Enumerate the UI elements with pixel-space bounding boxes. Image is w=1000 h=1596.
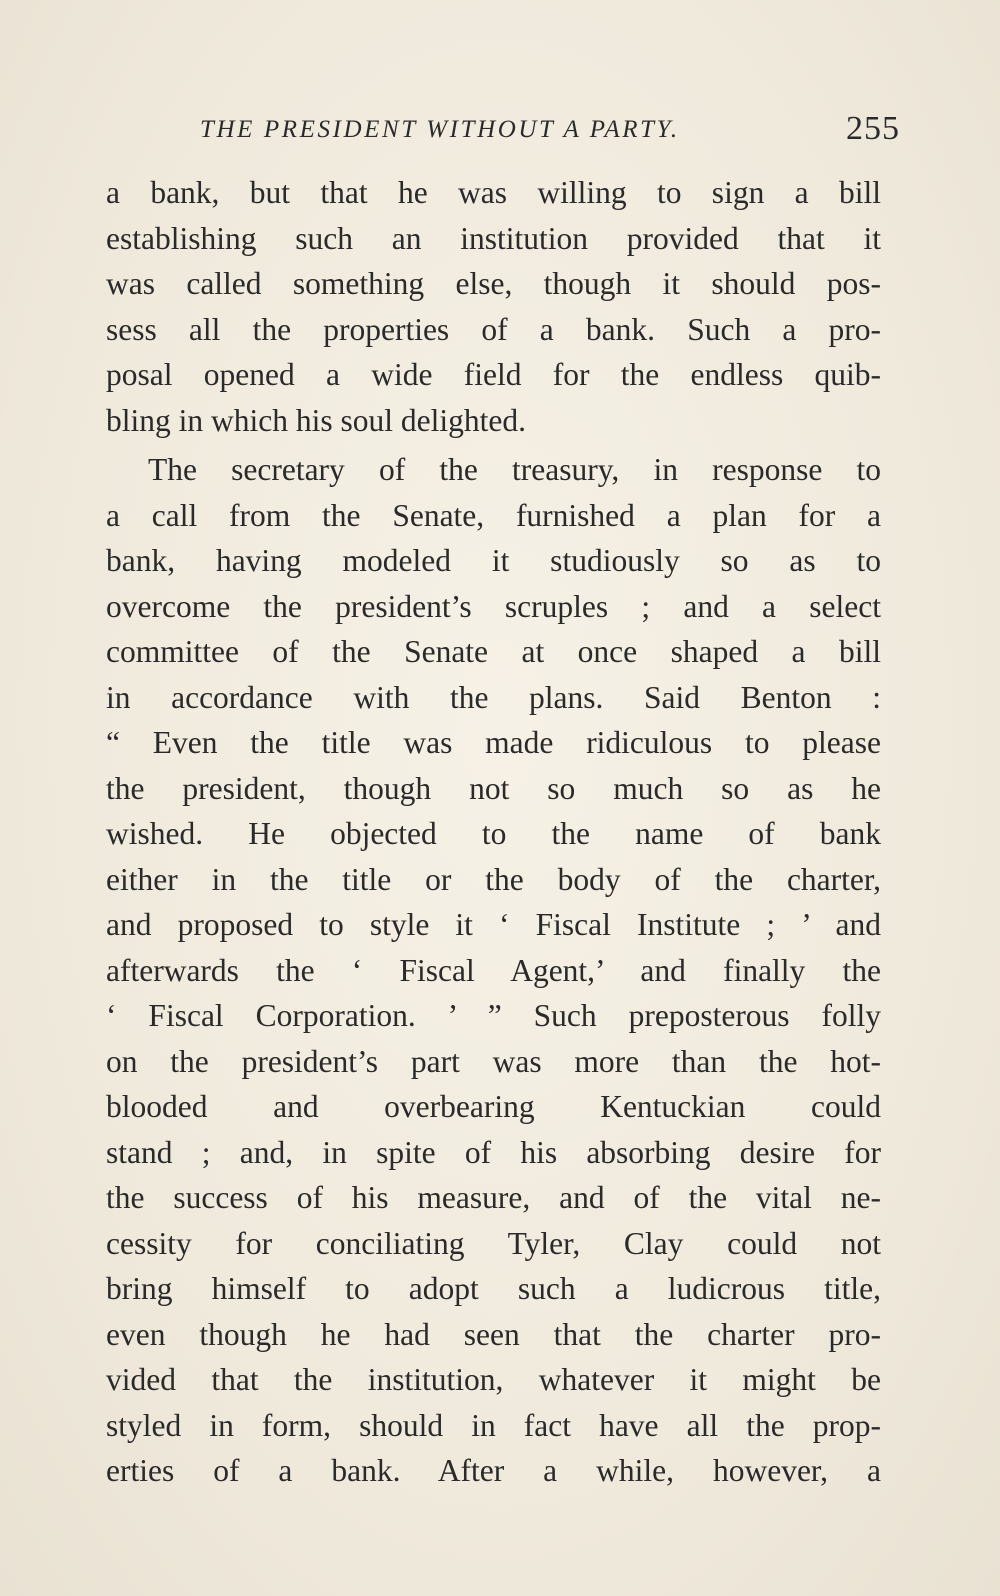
text-line: cessity for conciliating Tyler, Clay could not xyxy=(106,1225,881,1261)
text-line: wished. He objected to the name of bank xyxy=(106,816,881,851)
text-line: establishing such an institution provided that it xyxy=(106,220,881,256)
text-line: a call from the Senate, furnished a plan for a xyxy=(106,497,881,533)
text-line: ‘ Fiscal Corporation. ’ ” Such preposterous folly xyxy=(106,998,881,1033)
text-line: even though he had seen that the charter pro- xyxy=(106,1316,881,1352)
text-line: erties of a bank. After a while, however, a xyxy=(106,1453,881,1488)
body-text xyxy=(106,170,881,1494)
text-line: the success of his measure, and of the vital ne- xyxy=(106,1180,881,1215)
running-head xyxy=(200,110,900,154)
text-line: blooded and overbearing Kentuckian could xyxy=(106,1089,881,1124)
text-line: committee of the Senate at once shaped a bill xyxy=(106,634,881,669)
text-line: The secretary of the treasury, in response to xyxy=(148,452,881,487)
text-line: styled in form, should in fact have all the prop- xyxy=(106,1407,881,1443)
text-line: vided that the institution, whatever it might be xyxy=(106,1362,881,1397)
text-line: a bank, but that he was willing to sign a bill xyxy=(106,175,881,210)
text-line: and proposed to style it ‘ Fiscal Institute ; ’ and xyxy=(106,907,881,942)
text-line: bank, having modeled it studiously so as to xyxy=(106,543,881,578)
text-line: was called something else, though it should pos- xyxy=(106,266,881,301)
text-line: either in the title or the body of the charter, xyxy=(106,861,881,897)
text-line: in accordance with the plans. Said Benton : xyxy=(106,679,881,715)
page-number: 255 xyxy=(846,110,900,147)
running-title: THE PRESIDENT WITHOUT A PARTY. xyxy=(200,116,680,143)
paragraph-2 xyxy=(106,447,881,1494)
text-line: bling in which his soul delighted. xyxy=(106,402,526,438)
text-line: the president, though not so much so as he xyxy=(106,770,881,806)
text-line: bring himself to adopt such a ludicrous title, xyxy=(106,1271,881,1306)
paragraph-1 xyxy=(106,170,881,443)
text-line: on the president’s part was more than the hot- xyxy=(106,1043,881,1079)
text-line: posal opened a wide field for the endless quib- xyxy=(106,357,881,392)
text-line: stand ; and, in spite of his absorbing desire for xyxy=(106,1134,881,1170)
text-line: “ Even the title was made ridiculous to please xyxy=(106,725,881,760)
text-line: sess all the properties of a bank. Such a pro- xyxy=(106,311,881,347)
text-line: overcome the president’s scruples ; and a select xyxy=(106,588,881,624)
text-line: afterwards the ‘ Fiscal Agent,’ and finally the xyxy=(106,952,881,988)
